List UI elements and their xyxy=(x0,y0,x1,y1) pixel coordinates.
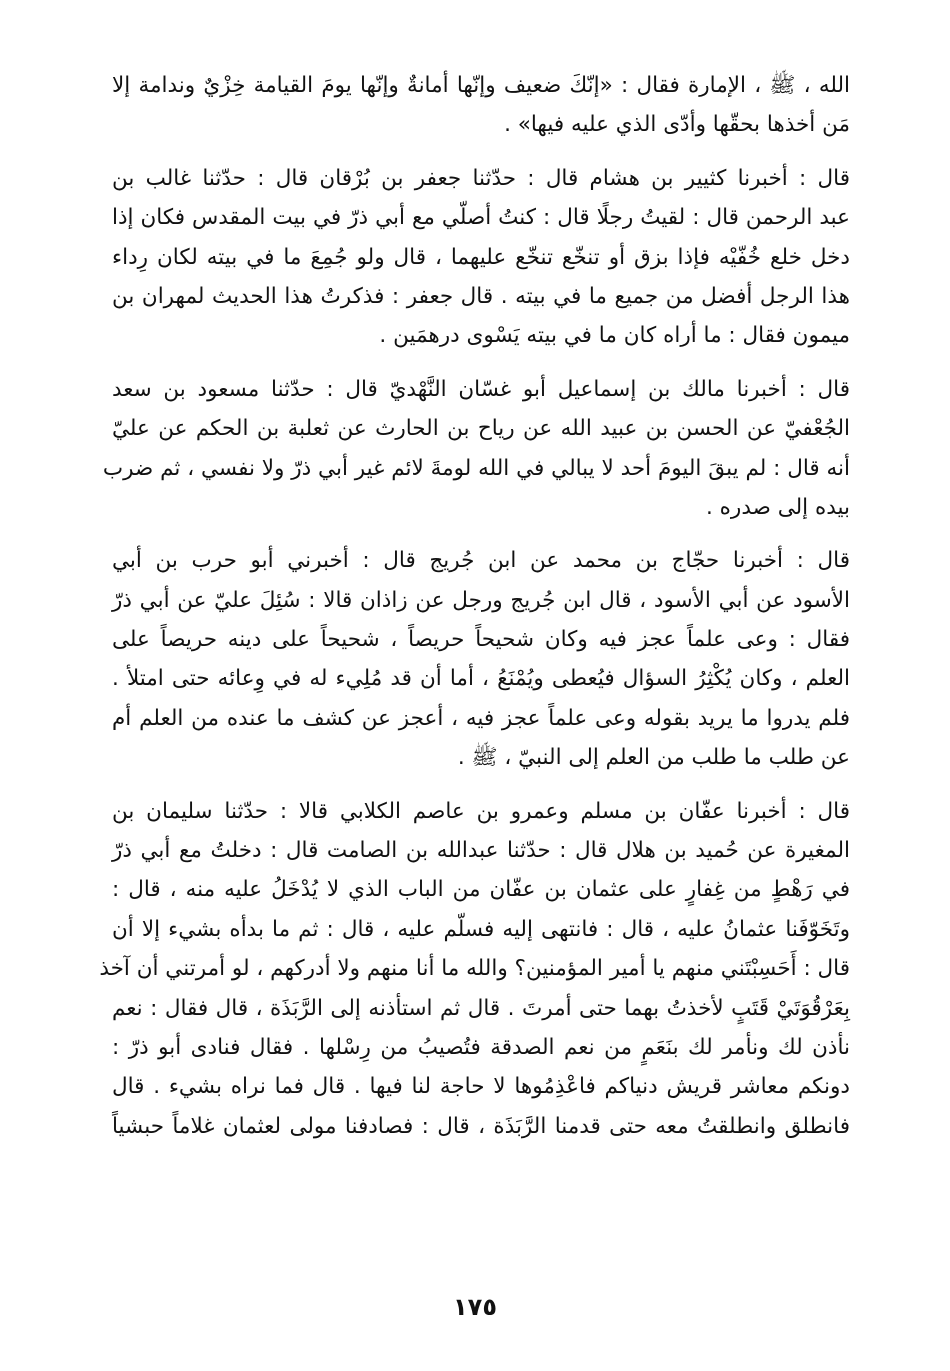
text-line: ميمون فقال : ما أراه كان ما في بيته يَسْوى درهمَين . xyxy=(379,323,850,349)
paragraph-1 xyxy=(112,66,850,145)
page-body xyxy=(99,66,850,1160)
text-line: فانطلق وانطلقتُ معه حتى قدمنا الرَّبَذَة ، قال : فصادفنا مولى لعثمان غلاماً حبشياً xyxy=(112,1113,850,1139)
text-line: الله ، ﷺ ، الإمارة فقال : «إنّكَ ضعيف وإنّها أمانةٌ وإنّها يومَ القيامة خِزْيٌ وندامة إلا xyxy=(112,73,850,98)
text-line: فلم يدروا ما يريد بقوله وعى علماً عجز فيه ، أعجز عن كشف ما عنده من العلم أم xyxy=(112,705,850,731)
text-line: عبد الرحمن قال : لقيتُ رجلًا قال : كنتُ أصلّي مع أبي ذرّ في بيت المقدس فكان إذا xyxy=(112,205,850,231)
text-line: الأسود عن أبي الأسود ، قال ابن جُريج ورجل عن زاذان قالا : سُئِلَ عليّ عن أبي ذرّ xyxy=(112,587,850,613)
text-line: نأذن لك ونأمر لك بنَعَمٍ من نعم الصدقة فتُصيبُ من رِسْلها . فقال فنادى أبو ذرّ : xyxy=(112,1034,850,1060)
paragraph-3 xyxy=(102,370,850,528)
paragraph-2 xyxy=(112,159,850,356)
text-line: فقال : وعى علماً عجز فيه وكان شحيحاً حريصاً ، شحيحاً على دينه حريصاً على xyxy=(112,627,850,653)
text-line: قال : أخبرنا مالك بن إسماعيل أبو غسّان النَّهْديّ قال : حدّثنا مسعود بن سعد xyxy=(112,376,850,402)
paragraph-5 xyxy=(99,792,850,1147)
text-line: بِعَرْقُوَتَيْ قَتَبٍ لأخذتُ بهما حتى أمرتَ . قال ثم استأذنه إلى الرَّبَذَة ، قال فقال : نعم xyxy=(112,995,850,1021)
text-line: العلم ، وكان يُكْثِرُ السؤال فيُعطى ويُمْنَعُ ، أما أن قد مُلِيء له في وِعائه حتى امتلأ . xyxy=(112,666,850,692)
paragraph-4 xyxy=(112,541,850,777)
text-line: قال : أخبرنا كثيير بن هشام قال : حدّثنا جعفر بن بُرْقان قال : حدّثنا غالب بن xyxy=(112,165,850,191)
text-line: الجُعْفيّ عن الحسن بن عبيد الله عن رياح بن الحارث عن ثعلبة بن الحكم عن عليّ xyxy=(112,416,850,442)
text-line: في رَهْطٍ من غِفارٍ على عثمان بن عفّان من الباب الذي لا يُدْخَلُ عليه منه ، قال : xyxy=(112,877,850,903)
text-line: بيده إلى صدره . xyxy=(706,494,850,520)
text-line: قال : أخبرنا عفّان بن مسلم وعمرو بن عاصم الكلابي قالا : حدّثنا سليمان بن xyxy=(112,798,850,824)
text-line: قال : أَحَسِبْتَني منهم يا أمير المؤمنين؟ والله ما أنا منهم ولا أدركهم ، لو أمرتني أن آخذ xyxy=(99,956,850,982)
page-number: ١٧٥ xyxy=(453,1293,497,1321)
text-line: عن طلب ما طلب من العلم إلى النبيّ ، ﷺ . xyxy=(457,745,850,771)
text-line: دونكم معاشر قريش دنياكم فاعْذِمُوها لا حاجة لنا فيها . قال فما نراه بشيء . قال xyxy=(112,1074,850,1100)
text-line: قال : أخبرنا حجّاج بن محمد عن ابن جُريج قال : أخبرني أبو حرب بن أبي xyxy=(112,548,850,574)
text-line: هذا الرجل أفضل من جميع ما في بيته . قال جعفر : فذكرتُ هذا الحديث لمهران بن xyxy=(112,283,850,309)
text-line: دخل خلع خُفّيْه فإذا بزق أو تنخّع تنخّع عليهما ، قال ولو جُمِعَ ما في بيته لكان رِداء xyxy=(112,244,850,270)
text-line: المغيرة عن حُميد بن هلال قال : حدّثنا عبدالله بن الصامت قال : دخلتُ مع أبي ذرّ xyxy=(112,838,850,864)
text-line: أنه قال : لم يبقَ اليومَ أحد لا يبالي في الله لومةَ لائم غير أبي ذرّ ولا نفسي ، ثم ضرب xyxy=(102,455,850,481)
text-line: وتَخَوّفَنا عثمانُ عليه ، قال : فانتهى إليه فسلّم عليه ، قال : ثم ما بدأه بشيء إلا أن xyxy=(112,916,850,942)
text-line: مَن أخذها بحقّها وأدّى الذي عليه فيها» . xyxy=(504,112,850,138)
